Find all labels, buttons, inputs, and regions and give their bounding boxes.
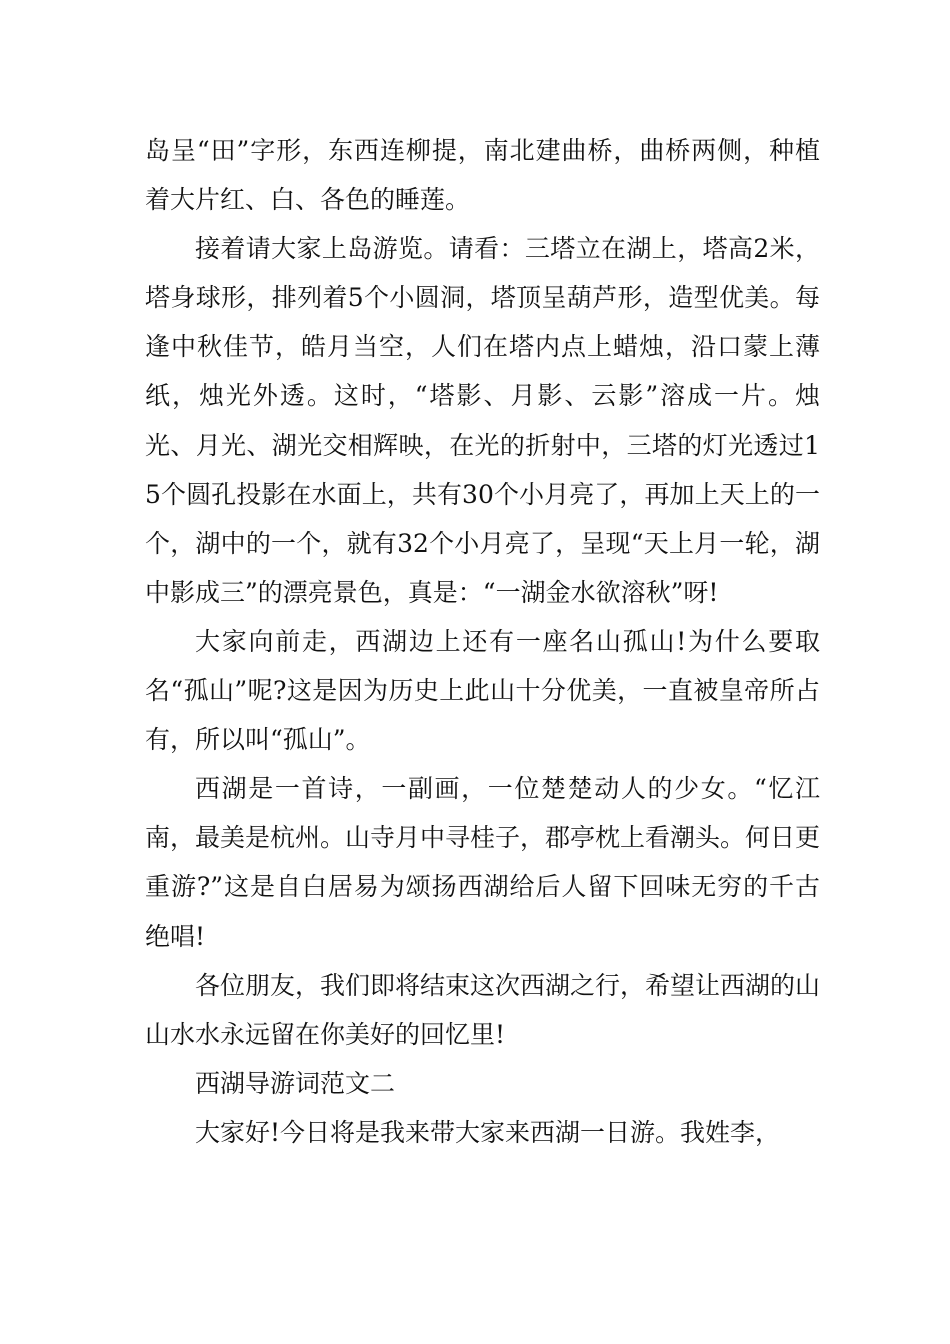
paragraph-5: 各位朋友，我们即将结束这次西湖之行，希望让西湖的山山水水永远留在你美好的回忆里! (145, 970, 821, 1049)
paragraph-4: 西湖是一首诗，一副画，一位楚楚动人的少女。“忆江南，最美是杭州。山寺月中寻桂子，郡亭枕上看潮头。何日更重游?”这是自白居易为颂扬西湖给后人留下回味无穷的千古绝唱! (145, 774, 821, 951)
paragraph-7: 大家好!今日将是我来带大家来西湖一日游。我姓李， (195, 1117, 781, 1147)
paragraph-2: 接着请大家上岛游览。请看：三塔立在湖上，塔高2米，塔身球形，排列着5个小圆洞，塔顶呈葫芦形，造型优美。每逢中秋佳节，皓月当空，人们在塔内点上蜡烛，沿口蒙上薄纸，烛光外透。这时，“塔影、月影、云影”溶成一片。烛光、月光、湖光交相辉映，在光的折射中，三塔的灯光透过15个圆孔投影在水面上，共有30个小月亮了，再加上天上的一个，湖中的一个，就有32个小月亮了，呈现“天上月一轮，湖中影成三”的漂亮景色，真是：“一湖金水欲溶秋”呀! (145, 234, 820, 607)
document-body (145, 126, 820, 1157)
section-heading: 西湖导游词范文二 (195, 1068, 396, 1098)
paragraph-3: 大家向前走，西湖边上还有一座名山孤山!为什么要取名“孤山”呢?这是因为历史上此山十分优美，一直被皇帝所占有，所以叫“孤山”。 (145, 626, 820, 755)
paragraph-1: 岛呈“田”字形，东西连柳提，南北建曲桥，曲桥两侧，种植着大片红、白、各色的睡莲。 (145, 136, 820, 215)
